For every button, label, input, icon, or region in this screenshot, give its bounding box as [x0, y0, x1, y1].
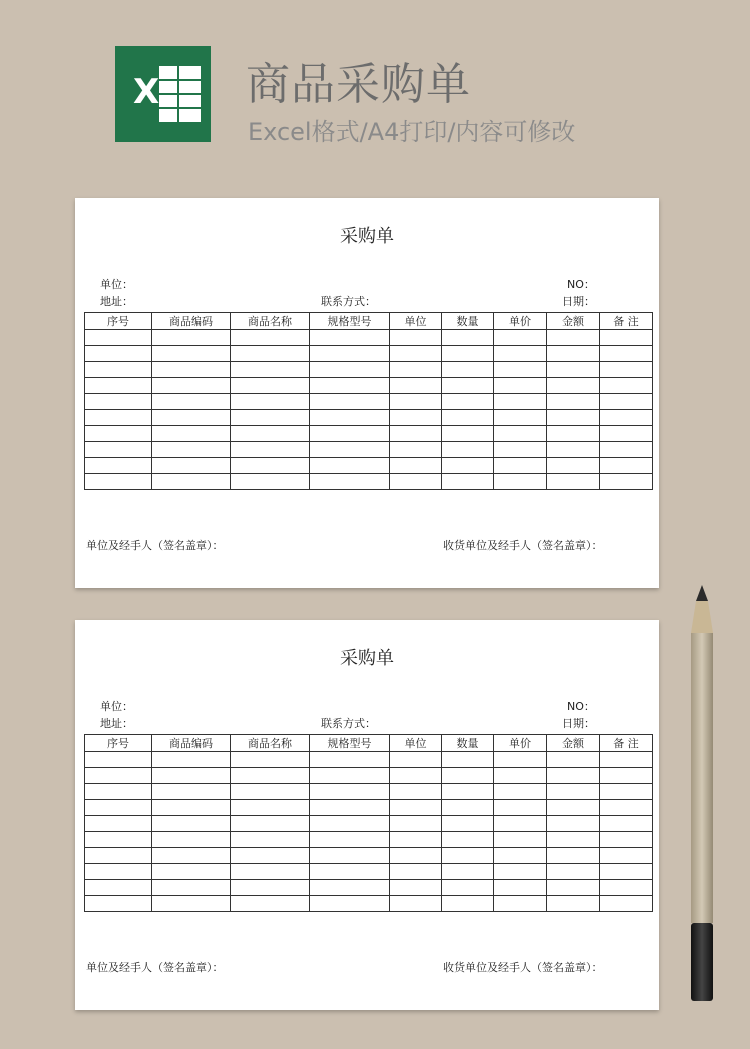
- table-cell[interactable]: [547, 394, 600, 410]
- table-cell[interactable]: [547, 362, 600, 378]
- table-cell[interactable]: [494, 816, 547, 832]
- table-cell[interactable]: [310, 474, 390, 490]
- table-cell[interactable]: [85, 426, 152, 442]
- table-cell[interactable]: [390, 784, 442, 800]
- purchase-order-sheet: [75, 198, 659, 588]
- table-cell[interactable]: [600, 362, 653, 378]
- table-row: [85, 410, 653, 426]
- table-cell[interactable]: [547, 426, 600, 442]
- table-cell[interactable]: [152, 832, 231, 848]
- table-cell[interactable]: [85, 768, 152, 784]
- table-cell[interactable]: [310, 880, 390, 896]
- header-row: [85, 735, 653, 752]
- table-cell[interactable]: [547, 330, 600, 346]
- column-header: 数量: [442, 313, 494, 330]
- footer-right: 收货单位及经手人（签名盖章）：: [443, 539, 603, 552]
- table-cell[interactable]: [231, 848, 310, 864]
- table-cell[interactable]: [85, 800, 152, 816]
- table-cell[interactable]: [85, 378, 152, 394]
- table-cell[interactable]: [600, 752, 653, 768]
- excel-x-icon: X: [133, 72, 160, 112]
- table-cell[interactable]: [390, 442, 442, 458]
- table-cell[interactable]: [600, 394, 653, 410]
- table-cell[interactable]: [152, 784, 231, 800]
- table-cell[interactable]: [152, 458, 231, 474]
- table-cell[interactable]: [547, 864, 600, 880]
- table-cell[interactable]: [390, 362, 442, 378]
- table-cell[interactable]: [310, 394, 390, 410]
- table-cell[interactable]: [390, 832, 442, 848]
- column-header: 规格型号: [310, 313, 390, 330]
- table-cell[interactable]: [152, 394, 231, 410]
- table-cell[interactable]: [494, 362, 547, 378]
- table-cell[interactable]: [442, 832, 494, 848]
- table-cell[interactable]: [494, 784, 547, 800]
- table-cell[interactable]: [494, 378, 547, 394]
- pencil-icon: [689, 585, 715, 1005]
- table-cell[interactable]: [152, 752, 231, 768]
- table-cell[interactable]: [547, 752, 600, 768]
- table-cell[interactable]: [310, 800, 390, 816]
- table-cell[interactable]: [494, 880, 547, 896]
- table-row: [85, 426, 653, 442]
- table-cell[interactable]: [600, 816, 653, 832]
- table-cell[interactable]: [442, 816, 494, 832]
- sheet-title: 采购单: [340, 648, 394, 669]
- table-cell[interactable]: [494, 800, 547, 816]
- table-cell[interactable]: [310, 816, 390, 832]
- table-cell[interactable]: [600, 474, 653, 490]
- table-cell[interactable]: [390, 394, 442, 410]
- table-cell[interactable]: [231, 458, 310, 474]
- table-cell[interactable]: [231, 864, 310, 880]
- table-cell[interactable]: [152, 410, 231, 426]
- table-cell[interactable]: [390, 864, 442, 880]
- table-cell[interactable]: [152, 880, 231, 896]
- column-header: 规格型号: [310, 735, 390, 752]
- table-cell[interactable]: [310, 768, 390, 784]
- table-row: [85, 394, 653, 410]
- table-cell[interactable]: [152, 426, 231, 442]
- footer-right: 收货单位及经手人（签名盖章）：: [443, 961, 603, 974]
- table-row: [85, 768, 653, 784]
- table-cell[interactable]: [231, 410, 310, 426]
- table-cell[interactable]: [152, 362, 231, 378]
- header-row: [85, 313, 653, 330]
- banner-subtitle: Excel格式/A4打印/内容可修改: [248, 118, 576, 146]
- table-row: [85, 752, 653, 768]
- table-cell[interactable]: [547, 474, 600, 490]
- column-header: 商品名称: [231, 735, 310, 752]
- table-cell[interactable]: [547, 816, 600, 832]
- table-cell[interactable]: [547, 378, 600, 394]
- table-cell[interactable]: [152, 848, 231, 864]
- table-cell[interactable]: [600, 832, 653, 848]
- table-cell[interactable]: [600, 346, 653, 362]
- table-row: [85, 362, 653, 378]
- spreadsheet-grid-icon: [159, 66, 201, 122]
- table-cell[interactable]: [494, 442, 547, 458]
- table-row: [85, 474, 653, 490]
- table-cell[interactable]: [600, 784, 653, 800]
- table-cell[interactable]: [600, 458, 653, 474]
- table-cell[interactable]: [442, 474, 494, 490]
- table-cell[interactable]: [494, 426, 547, 442]
- column-header: 商品编码: [152, 735, 231, 752]
- table-cell[interactable]: [442, 362, 494, 378]
- table-cell[interactable]: [152, 474, 231, 490]
- table-cell[interactable]: [152, 346, 231, 362]
- table-cell[interactable]: [442, 864, 494, 880]
- table-cell[interactable]: [547, 346, 600, 362]
- table-cell[interactable]: [310, 784, 390, 800]
- table-cell[interactable]: [442, 458, 494, 474]
- table-cell[interactable]: [442, 378, 494, 394]
- table-cell[interactable]: [547, 410, 600, 426]
- purchase-order-sheet: [75, 620, 659, 1010]
- table-cell[interactable]: [310, 832, 390, 848]
- table-cell[interactable]: [390, 896, 442, 912]
- table-cell[interactable]: [442, 330, 494, 346]
- table-cell[interactable]: [442, 442, 494, 458]
- table-cell[interactable]: [390, 816, 442, 832]
- column-header: 单价: [494, 313, 547, 330]
- table-cell[interactable]: [494, 848, 547, 864]
- table-cell[interactable]: [85, 880, 152, 896]
- table-cell[interactable]: [85, 752, 152, 768]
- table-cell[interactable]: [152, 800, 231, 816]
- contact-label: 联系方式：: [321, 295, 376, 308]
- table-cell[interactable]: [152, 896, 231, 912]
- table-cell[interactable]: [85, 410, 152, 426]
- table-row: [85, 896, 653, 912]
- table-cell[interactable]: [85, 816, 152, 832]
- table-cell[interactable]: [310, 864, 390, 880]
- table-cell[interactable]: [85, 864, 152, 880]
- table-cell[interactable]: [494, 394, 547, 410]
- table-cell[interactable]: [600, 410, 653, 426]
- address-label: 地址：: [100, 295, 133, 308]
- table-cell[interactable]: [547, 880, 600, 896]
- table-cell[interactable]: [390, 426, 442, 442]
- table-cell[interactable]: [390, 800, 442, 816]
- table-row: [85, 378, 653, 394]
- table-cell[interactable]: [231, 330, 310, 346]
- table-cell[interactable]: [547, 800, 600, 816]
- table-row: [85, 458, 653, 474]
- table-row: [85, 346, 653, 362]
- table-cell[interactable]: [600, 864, 653, 880]
- unit-label: 单位：: [100, 278, 133, 291]
- table-cell[interactable]: [152, 330, 231, 346]
- table-cell[interactable]: [231, 394, 310, 410]
- table-cell[interactable]: [231, 896, 310, 912]
- table-cell[interactable]: [231, 800, 310, 816]
- table-cell[interactable]: [390, 378, 442, 394]
- table-cell[interactable]: [231, 816, 310, 832]
- column-header: 序号: [85, 735, 152, 752]
- table-cell[interactable]: [547, 896, 600, 912]
- table-cell[interactable]: [547, 848, 600, 864]
- table-cell[interactable]: [85, 784, 152, 800]
- column-header: 商品编码: [152, 313, 231, 330]
- table-cell[interactable]: [310, 896, 390, 912]
- table-cell[interactable]: [390, 346, 442, 362]
- column-header: 单价: [494, 735, 547, 752]
- table-cell[interactable]: [600, 848, 653, 864]
- table-row: [85, 784, 653, 800]
- table-cell[interactable]: [390, 410, 442, 426]
- table-cell[interactable]: [494, 896, 547, 912]
- table-cell[interactable]: [494, 864, 547, 880]
- table-cell[interactable]: [310, 330, 390, 346]
- table-row: [85, 832, 653, 848]
- table-cell[interactable]: [494, 752, 547, 768]
- table-cell[interactable]: [310, 426, 390, 442]
- table-cell[interactable]: [442, 394, 494, 410]
- table-cell[interactable]: [494, 458, 547, 474]
- no-label: NO：: [567, 700, 595, 713]
- table-cell[interactable]: [547, 458, 600, 474]
- table-row: [85, 864, 653, 880]
- banner-title: 商品采购单: [246, 59, 471, 110]
- table-row: [85, 800, 653, 816]
- table-cell[interactable]: [442, 768, 494, 784]
- table-cell[interactable]: [390, 330, 442, 346]
- table-cell[interactable]: [231, 752, 310, 768]
- table-cell[interactable]: [442, 752, 494, 768]
- table-cell[interactable]: [231, 474, 310, 490]
- table-cell[interactable]: [310, 410, 390, 426]
- table-cell[interactable]: [494, 346, 547, 362]
- table-cell[interactable]: [390, 880, 442, 896]
- table-cell[interactable]: [152, 816, 231, 832]
- table-cell[interactable]: [85, 832, 152, 848]
- table-row: [85, 816, 653, 832]
- table-cell[interactable]: [390, 474, 442, 490]
- items-table: [84, 734, 653, 912]
- table-cell[interactable]: [231, 768, 310, 784]
- table-cell[interactable]: [310, 378, 390, 394]
- table-cell[interactable]: [85, 896, 152, 912]
- table-cell[interactable]: [310, 458, 390, 474]
- table-cell[interactable]: [231, 832, 310, 848]
- column-header: 序号: [85, 313, 152, 330]
- table-cell[interactable]: [85, 346, 152, 362]
- table-cell[interactable]: [85, 442, 152, 458]
- table-cell[interactable]: [547, 832, 600, 848]
- table-cell[interactable]: [390, 752, 442, 768]
- sheet-title: 采购单: [340, 226, 394, 247]
- table-cell[interactable]: [600, 442, 653, 458]
- footer-left: 单位及经手人（签名盖章）：: [86, 961, 224, 974]
- table-cell[interactable]: [442, 800, 494, 816]
- table-cell[interactable]: [442, 426, 494, 442]
- table-cell[interactable]: [442, 880, 494, 896]
- table-row: [85, 330, 653, 346]
- table-cell[interactable]: [85, 330, 152, 346]
- table-cell[interactable]: [231, 880, 310, 896]
- table-cell[interactable]: [231, 346, 310, 362]
- table-cell[interactable]: [231, 426, 310, 442]
- table-cell[interactable]: [85, 362, 152, 378]
- table-cell[interactable]: [85, 394, 152, 410]
- no-label: NO：: [567, 278, 595, 291]
- table-cell[interactable]: [442, 896, 494, 912]
- table-row: [85, 880, 653, 896]
- column-header: 金额: [547, 735, 600, 752]
- excel-logo: [115, 46, 211, 142]
- table-cell[interactable]: [494, 832, 547, 848]
- table-cell[interactable]: [310, 442, 390, 458]
- table-cell[interactable]: [600, 800, 653, 816]
- table-cell[interactable]: [231, 362, 310, 378]
- column-header: 单位: [390, 313, 442, 330]
- table-cell[interactable]: [494, 768, 547, 784]
- table-cell[interactable]: [442, 848, 494, 864]
- table-cell[interactable]: [152, 768, 231, 784]
- table-row: [85, 442, 653, 458]
- table-cell[interactable]: [600, 330, 653, 346]
- table-cell[interactable]: [152, 378, 231, 394]
- table-cell[interactable]: [547, 442, 600, 458]
- footer-left: 单位及经手人（签名盖章）：: [86, 539, 224, 552]
- table-cell[interactable]: [310, 346, 390, 362]
- table-cell[interactable]: [85, 848, 152, 864]
- table-cell[interactable]: [231, 378, 310, 394]
- table-cell[interactable]: [600, 378, 653, 394]
- table-cell[interactable]: [85, 458, 152, 474]
- table-cell[interactable]: [600, 896, 653, 912]
- table-cell[interactable]: [442, 410, 494, 426]
- table-cell[interactable]: [494, 410, 547, 426]
- table-cell[interactable]: [310, 362, 390, 378]
- table-cell[interactable]: [231, 784, 310, 800]
- table-cell[interactable]: [390, 458, 442, 474]
- column-header: 商品名称: [231, 313, 310, 330]
- table-cell[interactable]: [231, 442, 310, 458]
- table-row: [85, 848, 653, 864]
- table-cell[interactable]: [600, 880, 653, 896]
- table-cell[interactable]: [600, 768, 653, 784]
- date-label: 日期：: [562, 295, 595, 308]
- table-cell[interactable]: [152, 442, 231, 458]
- date-label: 日期：: [562, 717, 595, 730]
- table-cell[interactable]: [600, 426, 653, 442]
- table-cell[interactable]: [442, 346, 494, 362]
- table-cell[interactable]: [494, 330, 547, 346]
- table-cell[interactable]: [547, 768, 600, 784]
- column-header: 单位: [390, 735, 442, 752]
- contact-label: 联系方式：: [321, 717, 376, 730]
- table-cell[interactable]: [547, 784, 600, 800]
- items-table: [84, 312, 653, 490]
- unit-label: 单位：: [100, 700, 133, 713]
- table-cell[interactable]: [442, 784, 494, 800]
- table-cell[interactable]: [390, 848, 442, 864]
- column-header: 备 注: [600, 313, 653, 330]
- table-cell[interactable]: [152, 864, 231, 880]
- table-cell[interactable]: [310, 848, 390, 864]
- column-header: 数量: [442, 735, 494, 752]
- table-cell[interactable]: [310, 752, 390, 768]
- table-cell[interactable]: [85, 474, 152, 490]
- column-header: 金额: [547, 313, 600, 330]
- table-cell[interactable]: [390, 768, 442, 784]
- table-cell[interactable]: [494, 474, 547, 490]
- column-header: 备 注: [600, 735, 653, 752]
- address-label: 地址：: [100, 717, 133, 730]
